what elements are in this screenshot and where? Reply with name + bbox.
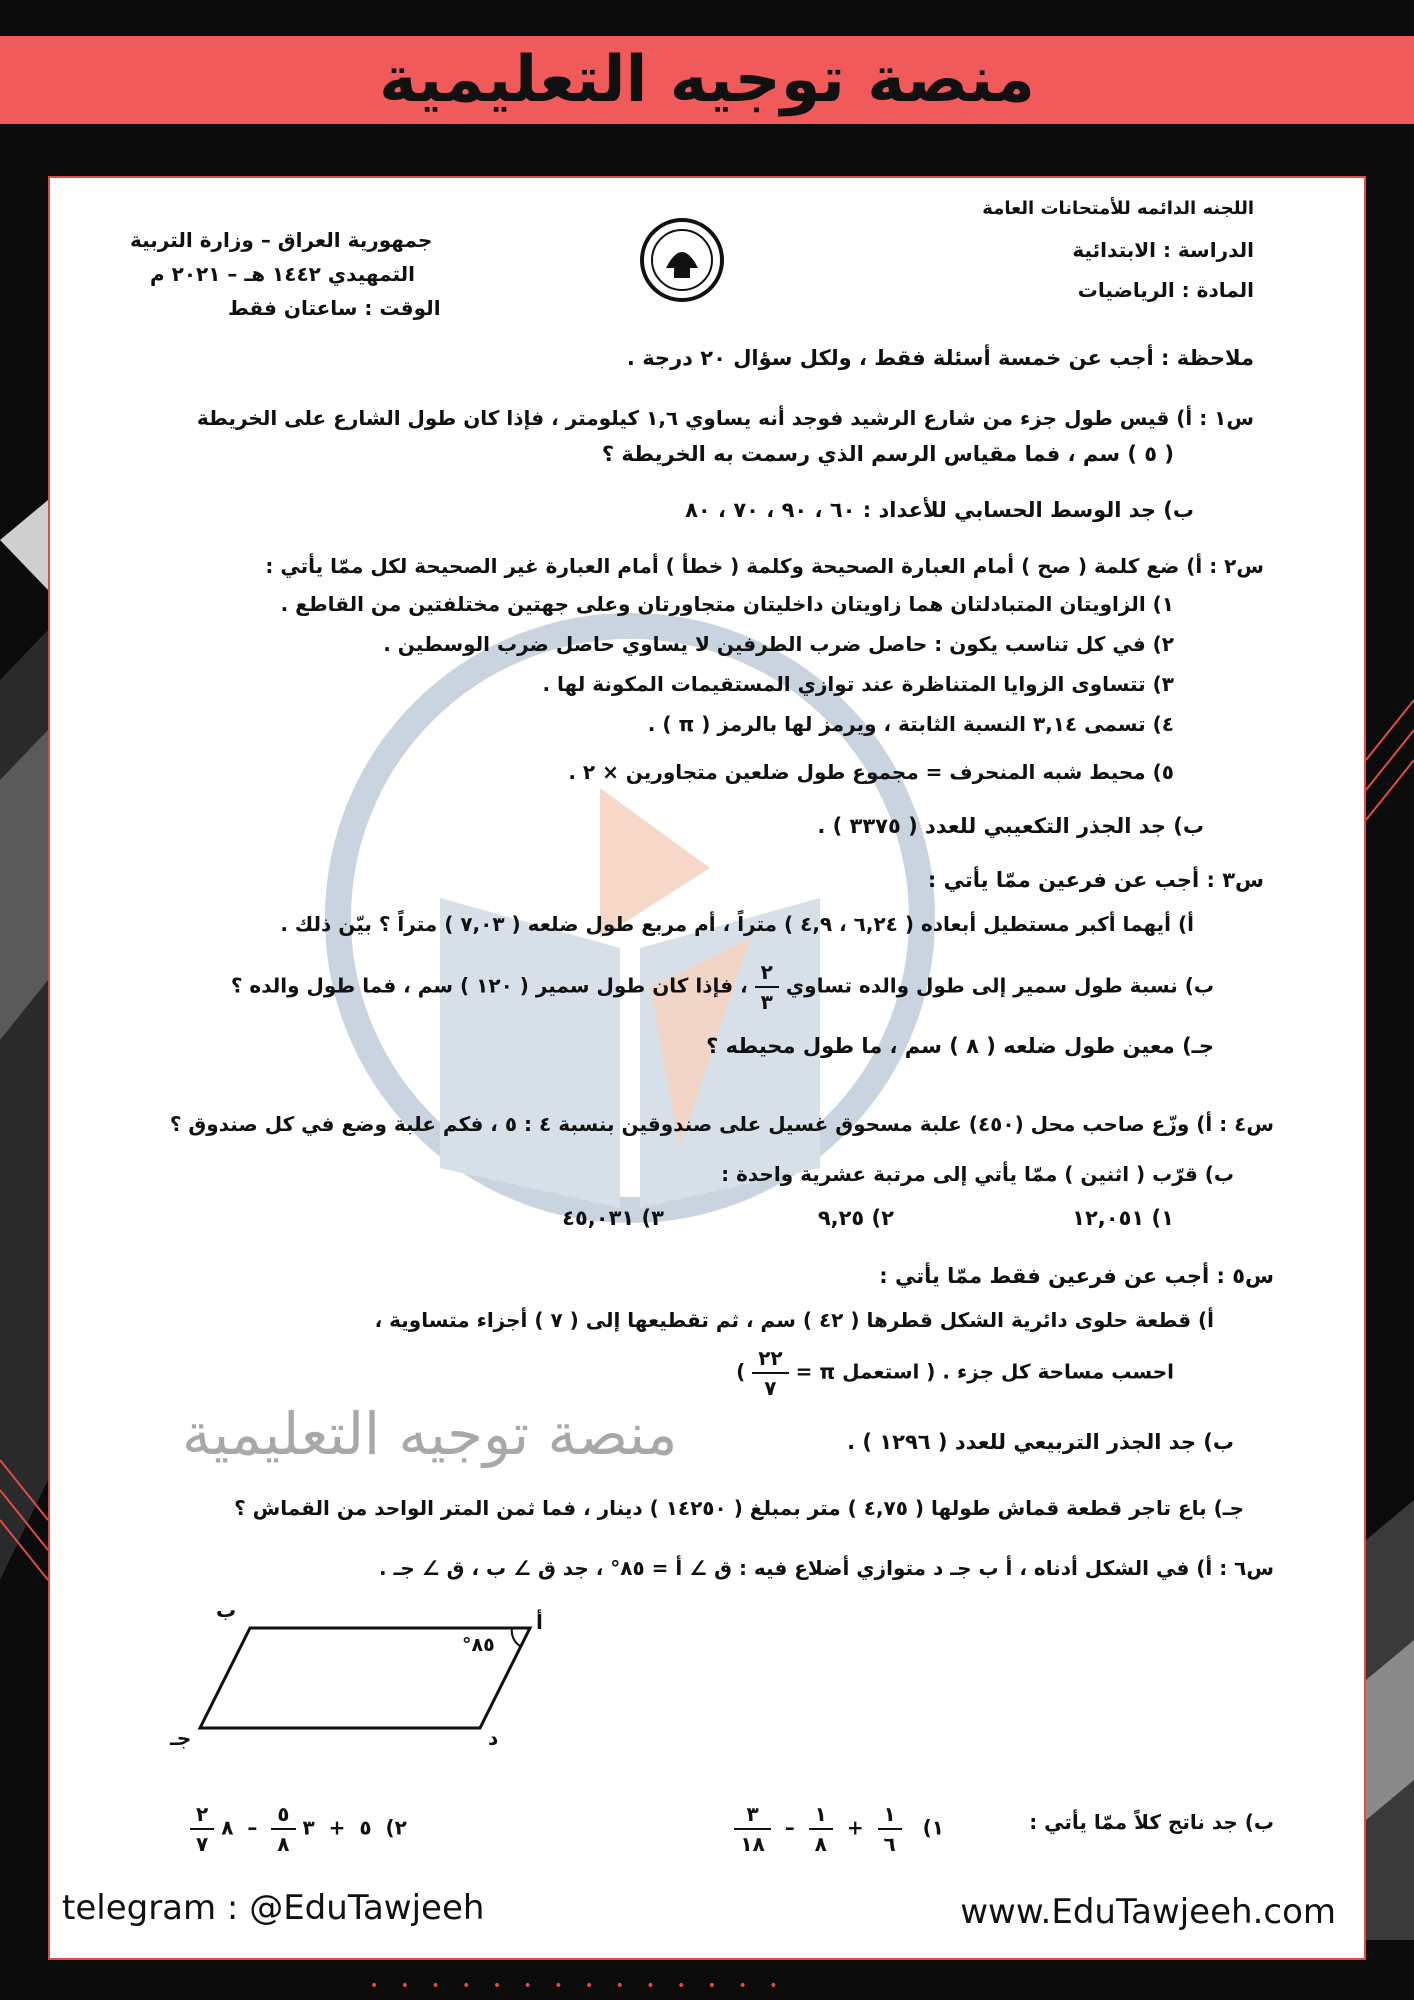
expr1-frac-2-den: ٨ <box>814 1832 827 1856</box>
q3-b-numerator: ٢ <box>755 958 779 988</box>
q3-b-pre: ب) نسبة طول سمير إلى طول والده تساوي <box>785 973 1214 998</box>
q2-item-2: ٢) في كل تناسب يكون : حاصل ضرب الطرفين لا يساوي حاصل ضرب الوسطين . <box>383 632 1174 656</box>
q6-b-title: ب) جد ناتج كلاً ممّا يأتي : <box>1029 1810 1274 1834</box>
watermark-text: منصة توجيه التعليمية <box>182 1400 678 1468</box>
expr1-frac-1 <box>878 1800 902 1858</box>
q3-b-denominator: ٣ <box>760 990 773 1014</box>
right-red-line-1 <box>1366 700 1414 760</box>
figure-label-a: أ <box>536 1610 543 1634</box>
figure-label-b: ب <box>216 1598 237 1622</box>
q5-a-numerator: ٢٢ <box>752 1344 788 1374</box>
website-link[interactable]: www.EduTawjeeh.com <box>960 1892 1336 1932</box>
q3-b-fraction <box>755 958 779 1016</box>
expr2-frac-2-num: ٢ <box>190 1800 214 1830</box>
q5-a-fraction <box>752 1344 788 1402</box>
exam-page <box>48 176 1366 1960</box>
bottom-dots-decoration: • • • • • • • • • • • • • • <box>370 1978 787 1994</box>
expr1-index: ١) <box>922 1815 944 1840</box>
expr1-frac-1-num: ١ <box>878 1800 902 1830</box>
exam-time: الوقت : ساعتان فقط <box>228 296 441 320</box>
q4-item-3: ٣) ٤٥,٠٣١ <box>562 1206 664 1230</box>
figure-label-d: د <box>488 1726 499 1750</box>
q4-a: س٤ : أ) وزّع صاحب محل (٤٥٠) علبة مسحوق غسيل على صندوقين بنسبة ٤ : ٥ ، فكم علبة وضع في كل صندوق ؟ <box>169 1112 1274 1136</box>
figure-label-c: جـ <box>170 1726 192 1750</box>
expr1-frac-2 <box>809 1800 833 1858</box>
figure-angle-label: ٨٥° <box>462 1634 495 1656</box>
expr2-whole-1: ٥ <box>359 1815 372 1840</box>
subject-name: المادة : الرياضيات <box>1077 278 1254 302</box>
q6-expr-2 <box>190 1800 407 1858</box>
q5-a-line2-pre: احسب مساحة كل جزء . ( استعمل π = <box>795 1359 1174 1384</box>
expr1-op-2: – <box>784 1815 795 1840</box>
telegram-link[interactable]: telegram : @EduTawjeeh <box>62 1888 485 1928</box>
expr2-whole-2: ٣ <box>302 1815 315 1840</box>
study-level: الدراسة : الابتدائية <box>1072 238 1254 262</box>
q2-item-1: ١) الزاويتان المتبادلتان هما زاويتان داخليتان متجاورتان وعلى جهتين مختلفتين من القاطع . <box>280 592 1174 616</box>
session-text: التمهيدي ١٤٤٢ هـ – ٢٠٢١ م <box>150 262 416 286</box>
q2-item-4: ٤) تسمى ٣,١٤ النسبة الثابتة ، ويرمز لها بالرمز ( π ) . <box>647 712 1174 736</box>
angle-arc <box>512 1628 520 1646</box>
q5-a-line1: أ) قطعة حلوى دائرية الشكل قطرها ( ٤٢ ) سم ، ثم تقطيعها إلى ( ٧ ) أجزاء متساوية ، <box>374 1308 1214 1332</box>
q1-a-line2: ( ٥ ) سم ، فما مقياس الرسم الذي رسمت به الخريطة ؟ <box>601 442 1174 466</box>
q2-a: س٢ : أ) ضع كلمة ( صح ) أمام العبارة الصحيحة وكلمة ( خطأ ) أمام العبارة غير الصحيحة لكل ممّا يأتي : <box>265 554 1264 578</box>
q2-b: ب) جد الجذر التكعيبي للعدد ( ٣٣٧٥ ) . <box>817 814 1204 838</box>
q5-title: س٥ : أجب عن فرعين فقط ممّا يأتي : <box>879 1264 1274 1288</box>
q3-title: س٣ : أجب عن فرعين ممّا يأتي : <box>927 868 1264 892</box>
q3-b-post: ، فإذا كان طول سمير ( ١٢٠ ) سم ، فما طول والده ؟ <box>230 973 748 998</box>
ministry-text: جمهورية العراق – وزارة التربية <box>130 228 433 252</box>
expr2-frac-2-den: ٧ <box>196 1832 209 1856</box>
right-decoration <box>1366 640 1414 1940</box>
top-banner <box>0 36 1414 124</box>
exam-note: ملاحظة : أجب عن خمسة أسئلة فقط ، ولكل سؤال ٢٠ درجة . <box>626 346 1254 370</box>
expr1-frac-3-num: ٣ <box>734 1800 770 1830</box>
expr2-op-1: + <box>328 1815 346 1840</box>
q1-a-line1: س١ : أ) قيس طول جزء من شارع الرشيد فوجد أنه يساوي ١,٦ كيلومتر ، فإذا كان طول الشارع على الخريطة <box>196 406 1254 430</box>
expr2-frac-1 <box>271 1800 295 1858</box>
q3-b <box>231 958 1214 1016</box>
q2-item-3: ٣) تتساوى الزوايا المتناظرة عند توازي المستقيمات المكونة لها . <box>542 672 1174 696</box>
q4-item-1: ١) ١٢,٠٥١ <box>1072 1206 1174 1230</box>
expr2-frac-1-den: ٨ <box>277 1832 290 1856</box>
expr2-index: ٢) <box>385 1815 407 1840</box>
q3-c: جـ) معين طول ضلعه ( ٨ ) سم ، ما طول محيطه ؟ <box>706 1034 1214 1058</box>
q4-item-2: ٢) ٩,٢٥ <box>817 1206 894 1230</box>
left-decoration <box>0 480 48 1880</box>
q5-b: ب) جد الجذر التربيعي للعدد ( ١٢٩٦ ) . <box>847 1430 1234 1454</box>
watermark-book-left <box>440 898 620 1208</box>
q6-a: س٦ : أ) في الشكل أدناه ، أ ب جـ د متوازي أضلاع فيه : ق ∠ أ = ٨٥° ، جد ق ∠ ب ، ق ∠ جـ . <box>378 1556 1274 1580</box>
expr2-op-2: – <box>247 1815 258 1840</box>
right-red-line-3 <box>1366 760 1414 820</box>
banner-title: منصة توجيه التعليمية <box>379 43 1035 117</box>
ministry-seal-icon <box>638 216 726 304</box>
expr1-frac-1-den: ٦ <box>883 1832 896 1856</box>
expr1-frac-2-num: ١ <box>809 1800 833 1830</box>
expr1-frac-3-den: ١٨ <box>740 1832 765 1856</box>
q2-item-5: ٥) محيط شبه المنحرف = مجموع طول ضلعين متجاورين × ٢ . <box>568 760 1174 784</box>
expr1-frac-3 <box>734 1800 770 1858</box>
q3-a: أ) أيهما أكبر مستطيل أبعاده ( ٦,٢٤ ، ٤,٩ ) متراً ، أم مربع طول ضلعه ( ٧,٠٣ ) متراً ؟ بيّن ذلك . <box>280 912 1194 936</box>
expr1-op-1: + <box>846 1815 864 1840</box>
q6-expr-1 <box>734 1800 944 1858</box>
q1-b: ب) جد الوسط الحسابي للأعداد : ٦٠ ، ٩٠ ، ٧٠ ، ٨٠ <box>685 498 1194 522</box>
q5-a-denominator: ٧ <box>764 1376 777 1400</box>
committee-text: اللجنه الدائمه للأمتحانات العامة <box>982 198 1254 219</box>
right-red-line-2 <box>1366 730 1414 790</box>
expr2-whole-3: ٨ <box>221 1815 234 1840</box>
q5-c: جـ) باع تاجر قطعة قماش طولها ( ٤,٧٥ ) متر بمبلغ ( ١٤٢٥٠ ) دينار ، فما ثمن المتر الواحد من القماش ؟ <box>234 1496 1244 1520</box>
q5-a-line2-post: ) <box>736 1359 746 1384</box>
expr2-frac-2 <box>190 1800 214 1858</box>
expr2-frac-1-num: ٥ <box>271 1800 295 1830</box>
q5-a-line2 <box>736 1344 1174 1402</box>
q4-b: ب) قرّب ( اثنين ) ممّا يأتي إلى مرتبة عشرية واحدة : <box>721 1162 1234 1186</box>
left-triangle-shape <box>0 500 48 590</box>
